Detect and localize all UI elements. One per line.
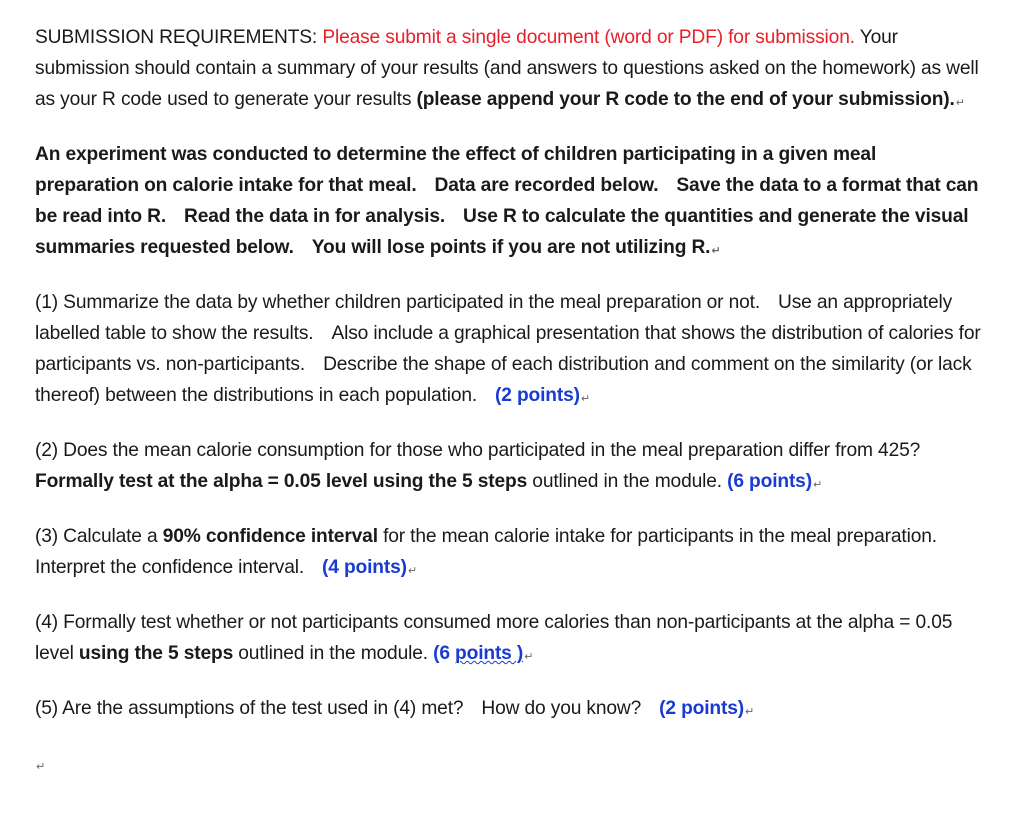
paragraph-mark-icon: ↵	[580, 393, 590, 405]
intro-sentence-5: Use R to calculate the quantities and generate the visual summaries requested below.	[35, 206, 969, 258]
q1-text-c: Also include a graphical presentation that shows the distribution of calories for participants vs. non-participants.	[35, 323, 981, 375]
q2-points: (6 points)	[727, 471, 812, 492]
q4-points-b: points )	[455, 643, 524, 664]
paragraph-mark-icon: ↵	[812, 479, 823, 491]
empty-paragraph	[35, 748, 985, 783]
paragraph-mark-icon: ↵	[36, 761, 46, 773]
question-4	[35, 607, 985, 673]
q1-text-b: Use an appropriately labelled table to show the results.	[35, 292, 953, 344]
intro-paragraph	[35, 139, 985, 267]
q4-points-a: (6	[433, 643, 450, 664]
paragraph-mark-icon: ↵	[955, 97, 965, 109]
question-1	[35, 287, 985, 415]
question-5	[35, 693, 985, 728]
q2-bold: Formally test at the alpha = 0.05 level using the 5 steps	[35, 471, 528, 492]
intro-sentence-4: Read the data in for analysis.	[184, 206, 446, 227]
q3-bold: 90% confidence interval	[162, 526, 378, 547]
question-2	[35, 435, 985, 501]
q2-text-a: (2) Does the mean calorie consumption for those who participated in the meal preparation differ from 425?	[35, 440, 921, 461]
q4-text-a: (4) Formally test whether or not participants consumed more calories than non-participants at the alpha = 0.05 level	[35, 612, 953, 664]
q4-text-b: outlined in the module.	[238, 643, 428, 664]
q4-bold: using the 5 steps	[78, 643, 234, 664]
paragraph-mark-icon: ↵	[744, 706, 755, 718]
requirements-red-text: Please submit a single document (word or PDF) for submission.	[322, 27, 855, 48]
question-3	[35, 521, 985, 587]
q5-text-a: (5) Are the assumptions of the test used in (4) met?	[35, 698, 464, 719]
intro-sentence-3: Save the data to a format that can be read into R.	[35, 175, 979, 227]
q1-text-a: (1) Summarize the data by whether children participated in the meal preparation or not.	[35, 292, 760, 313]
submission-requirements-paragraph	[35, 22, 985, 119]
q3-text-b: for the mean calorie intake for participants in the meal preparation.	[383, 526, 937, 547]
q5-text-b: How do you know?	[481, 698, 642, 719]
q2-text-b: outlined in the module.	[532, 471, 722, 492]
q5-points: (2 points)	[659, 698, 744, 719]
intro-sentence-2: Data are recorded below.	[434, 175, 659, 196]
document-page	[35, 22, 985, 783]
requirements-bold-text: (please append your R code to the end of your submission).	[416, 89, 955, 110]
q3-text-c: Interpret the confidence interval.	[35, 557, 305, 578]
intro-sentence-6: You will lose points if you are not utilizing R.	[311, 237, 711, 258]
q1-text-d: Describe the shape of each distribution and comment on the similarity (or lack thereof) between the distributions in each population.	[35, 354, 972, 406]
paragraph-mark-icon: ↵	[711, 245, 721, 257]
requirements-text: Your submission should contain a summary of your results (and answers to questions asked on the homework) as well as your R code used to generate your results	[35, 27, 979, 110]
intro-sentence-1: An experiment was conducted to determine the effect of children participating in a given meal preparation on calorie intake for that meal.	[35, 144, 877, 196]
q1-points: (2 points)	[495, 385, 580, 406]
paragraph-mark-icon: ↵	[524, 651, 534, 663]
q3-text-a: (3) Calculate a	[35, 526, 158, 547]
requirements-label: SUBMISSION REQUIREMENTS:	[35, 27, 318, 48]
paragraph-mark-icon: ↵	[407, 565, 417, 577]
q3-points: (4 points)	[322, 557, 407, 578]
